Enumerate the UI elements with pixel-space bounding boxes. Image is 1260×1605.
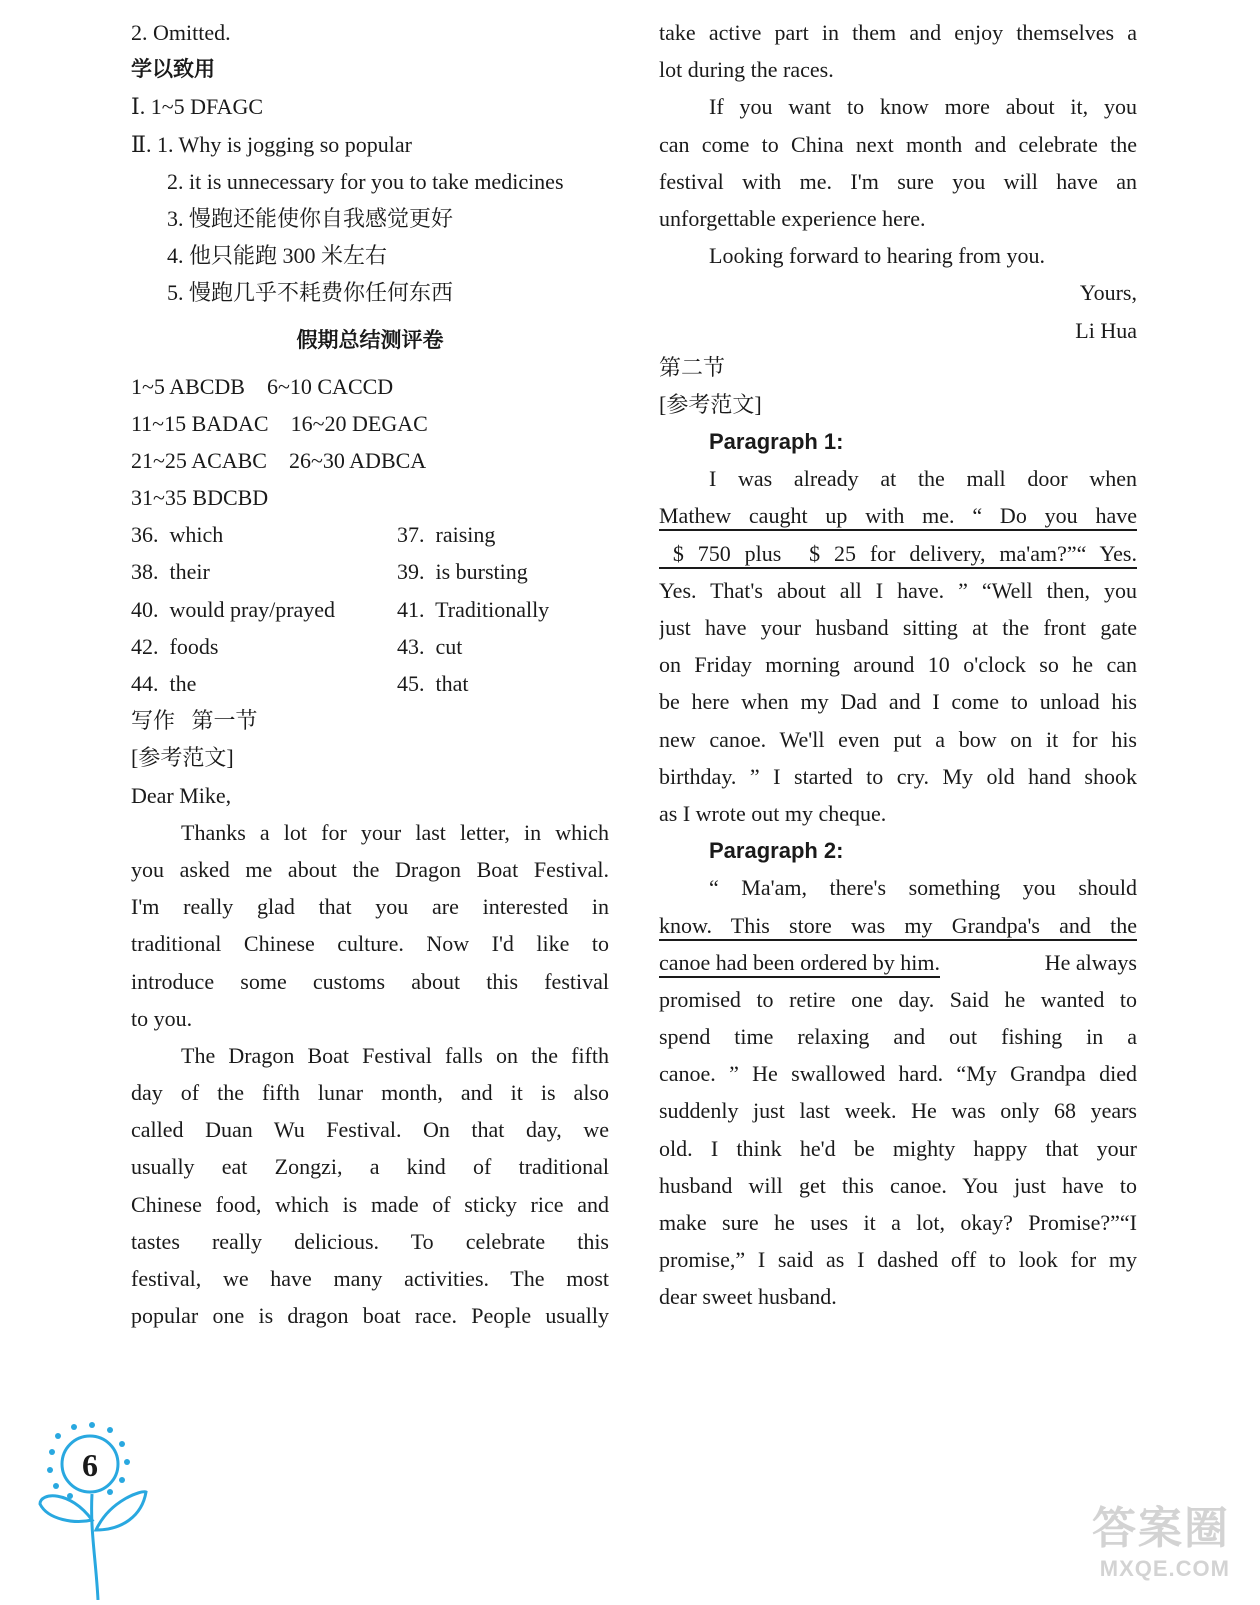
answer-pair-row: [131, 553, 609, 590]
paragraph-line: husband will get this canoe. You just have to: [659, 1172, 1137, 1198]
answer-item: 42. foods: [131, 633, 219, 659]
letter-line: lot during the races.: [659, 57, 834, 83]
answer-line: 31~35 BDCBD: [131, 485, 269, 511]
watermark-logo: 答案圈: [1092, 1504, 1230, 1553]
answer-item: 45. that: [397, 671, 469, 696]
letter-line: Chinese food, which is made of sticky rice and: [131, 1191, 609, 1217]
answer-pair-row: [131, 591, 609, 628]
paragraph-line: Yes. That's about all I have. ” “Well then, you: [659, 577, 1137, 603]
paragraph-line: as I wrote out my cheque.: [659, 800, 887, 826]
answer-item: 43. cut: [397, 633, 463, 659]
right-column: [659, 14, 1137, 1316]
section-heading: 第二节: [659, 354, 726, 380]
left-column: [131, 14, 609, 1334]
section-heading: 学以致用: [131, 57, 215, 82]
letter-line: to you.: [131, 1005, 193, 1031]
paragraph-line: canoe. ” He swallowed hard. “My Grandpa died: [659, 1061, 1137, 1087]
test-title: 假期总结测评卷: [296, 327, 444, 352]
answer-line: 21~25 ACABC 26~30 ADBCA: [131, 447, 427, 473]
letter-line: introduce some customs about this festival: [131, 968, 609, 994]
flower-icon: [30, 1420, 160, 1600]
paragraph-line: spend time relaxing and out fishing in a: [659, 1024, 1137, 1050]
answer-item: 44. the: [131, 671, 197, 696]
paragraph-line: “ Ma'am, there's something you should: [709, 875, 1137, 901]
answer-line: 4. 他只能跑 300 米左右: [167, 243, 388, 269]
answer-pair-row: [131, 665, 609, 702]
answer-item: 39. is bursting: [397, 559, 528, 585]
letter-greeting: Dear Mike,: [131, 782, 232, 808]
paragraph-line: promised to retire one day. Said he wanted to: [659, 986, 1137, 1012]
answer-line: 11~15 BADAC 16~20 DEGAC: [131, 410, 428, 436]
sample-label: [参考范文]: [659, 391, 762, 417]
answer-pair-row: [131, 628, 609, 665]
paragraph-label: Paragraph 1:: [709, 429, 844, 455]
letter-line: I'm really glad that you are interested in: [131, 894, 609, 920]
paragraph-line: be here when my Dad and I come to unload his: [659, 689, 1137, 715]
letter-line: usually eat Zongzi, a kind of traditional: [131, 1154, 609, 1180]
watermark: [1060, 1492, 1230, 1592]
letter-line: Thanks a lot for your last letter, in which: [181, 819, 609, 845]
underlined-text: canoe had been ordered by him.: [659, 949, 940, 975]
paragraph-line: dear sweet husband.: [659, 1284, 837, 1310]
letter-closing: Yours,: [1079, 280, 1137, 306]
paragraph-line: [659, 944, 1137, 981]
letter-line: traditional Chinese culture. Now I'd like to: [131, 931, 609, 957]
answer-item: 41. Traditionally: [397, 596, 550, 622]
paragraph-line: promise,” I said as I dashed off to look for my: [659, 1247, 1137, 1273]
letter-line: you asked me about the Dragon Boat Festival.: [131, 856, 609, 882]
answer-item: 40. would pray/prayed: [131, 596, 336, 622]
answer-line: 5. 慢跑几乎不耗费你任何东西: [167, 280, 454, 306]
paragraph-line: know. This store was my Grandpa's and the: [659, 912, 1137, 938]
paragraph-line: birthday. ” I started to cry. My old hand shook: [659, 763, 1137, 789]
letter-line: popular one is dragon boat race. People usually: [131, 1303, 609, 1329]
answer-line: 2. it is unnecessary for you to take medicines: [167, 168, 564, 194]
paragraph-line: new canoe. We'll even put a bow on it for his: [659, 726, 1137, 752]
letter-line: unforgettable experience here.: [659, 205, 926, 231]
page-number-badge: [30, 1420, 160, 1600]
paragraph-label: Paragraph 2:: [709, 838, 844, 864]
watermark-url: MXQE.COM: [1099, 1556, 1230, 1581]
answer-item: 37. raising: [397, 522, 496, 548]
answer-line: 1~5 ABCDB 6~10 CACCD: [131, 373, 394, 399]
answer-line: Ⅰ. 1~5 DFAGC: [131, 94, 264, 120]
text-line: 2. Omitted.: [131, 20, 231, 45]
letter-line: take active part in them and enjoy themselves a: [659, 20, 1137, 45]
letter-signature: Li Hua: [1075, 317, 1137, 343]
sample-label: [参考范文]: [131, 745, 234, 771]
paragraph-line: suddenly just last week. He was only 68 years: [659, 1098, 1137, 1124]
letter-line: If you want to know more about it, you: [709, 94, 1137, 120]
answer-item: 36. which: [131, 522, 224, 548]
answer-line: 3. 慢跑还能使你自我感觉更好: [167, 205, 454, 231]
paragraph-text: He always: [1044, 949, 1137, 975]
answer-item: 38. their: [131, 559, 210, 585]
paragraph-line: old. I think he'd be mighty happy that your: [659, 1135, 1137, 1161]
letter-line: tastes really delicious. To celebrate this: [131, 1228, 609, 1254]
letter-line: festival, we have many activities. The most: [131, 1266, 609, 1291]
paragraph-line: I was already at the mall door when: [709, 466, 1137, 492]
paragraph-line: make sure he uses it a lot, okay? Promise?”“I: [659, 1210, 1137, 1235]
underlined-text: $ 750 plus $ 25 for delivery, ma'am?”“ Yes.: [659, 540, 1137, 566]
paragraph-line: on Friday morning around 10 o'clock so he can: [659, 652, 1137, 678]
writing-heading: 写作 第一节: [131, 708, 258, 734]
letter-line: The Dragon Boat Festival falls on the fifth: [181, 1042, 609, 1068]
letter-line: festival with me. I'm sure you will have an: [659, 168, 1137, 194]
letter-line: Looking forward to hearing from you.: [709, 243, 1046, 269]
letter-line: can come to China next month and celebrate the: [659, 131, 1137, 157]
letter-line: called Duan Wu Festival. On that day, we: [131, 1117, 609, 1143]
page-number: 6: [82, 1447, 98, 1483]
letter-line: day of the fifth lunar month, and it is also: [131, 1080, 609, 1106]
paragraph-line: just have your husband sitting at the front gate: [659, 615, 1137, 640]
answer-line: Ⅱ. 1. Why is jogging so popular: [131, 131, 412, 157]
answer-pair-row: [131, 516, 609, 553]
paragraph-line: [659, 535, 1137, 572]
paragraph-line: Mathew caught up with me. “ Do you have: [659, 503, 1137, 529]
